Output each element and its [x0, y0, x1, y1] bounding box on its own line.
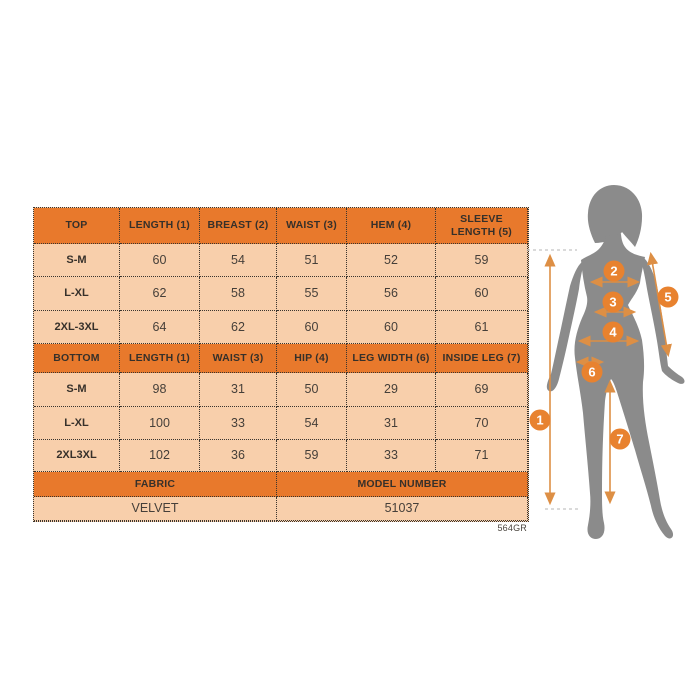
- top-value-cell: 51: [277, 244, 347, 277]
- bottom-table-header: INSIDE LEG (7): [436, 344, 528, 373]
- top-value-cell: 59: [436, 244, 528, 277]
- badge-6-number: 6: [588, 364, 596, 380]
- top-table-header: WAIST (3): [277, 208, 347, 244]
- bottom-value-cell: 54: [277, 407, 347, 440]
- model-number-header: MODEL NUMBER: [277, 472, 528, 497]
- bottom-value-cell: 98: [120, 373, 200, 407]
- bottom-value-cell: 102: [120, 440, 200, 472]
- top-size-label: S-M: [34, 244, 120, 277]
- top-size-label: 2XL-3XL: [34, 311, 120, 344]
- fabric-value: VELVET: [34, 497, 277, 521]
- female-silhouette-diagram: [525, 170, 700, 550]
- top-value-cell: 56: [347, 277, 436, 311]
- badge-4-number: 4: [609, 324, 617, 340]
- top-value-cell: 60: [436, 277, 528, 311]
- badge-2-number: 2: [610, 263, 618, 279]
- top-value-cell: 62: [200, 311, 277, 344]
- size-chart-table: [33, 207, 529, 522]
- model-number-value: 51037: [277, 497, 528, 521]
- top-value-cell: 55: [277, 277, 347, 311]
- bottom-value-cell: 100: [120, 407, 200, 440]
- measurement-figure: [525, 170, 700, 550]
- bottom-value-cell: 36: [200, 440, 277, 472]
- badge-7-number: 7: [616, 431, 624, 447]
- bottom-size-label: L-XL: [34, 407, 120, 440]
- top-value-cell: 64: [120, 311, 200, 344]
- top-table-header: HEM (4): [347, 208, 436, 244]
- top-value-cell: 60: [347, 311, 436, 344]
- bottom-value-cell: 59: [277, 440, 347, 472]
- top-table-header: TOP: [34, 208, 120, 244]
- bottom-value-cell: 71: [436, 440, 528, 472]
- top-table-header: SLEEVE LENGTH (5): [436, 208, 528, 244]
- top-value-cell: 60: [120, 244, 200, 277]
- bottom-value-cell: 33: [347, 440, 436, 472]
- top-table-header: BREAST (2): [200, 208, 277, 244]
- woman-silhouette: [547, 185, 685, 539]
- product-code: 564GR: [497, 523, 527, 533]
- badge-3-number: 3: [609, 294, 617, 310]
- bottom-value-cell: 29: [347, 373, 436, 407]
- bottom-size-label: S-M: [34, 373, 120, 407]
- bottom-table-header: LEG WIDTH (6): [347, 344, 436, 373]
- top-value-cell: 61: [436, 311, 528, 344]
- bottom-value-cell: 70: [436, 407, 528, 440]
- top-size-label: L-XL: [34, 277, 120, 311]
- bottom-value-cell: 31: [347, 407, 436, 440]
- bottom-size-label: 2XL3XL: [34, 440, 120, 472]
- bottom-table-header: WAIST (3): [200, 344, 277, 373]
- top-table-header: LENGTH (1): [120, 208, 200, 244]
- badge-1-number: 1: [536, 412, 544, 428]
- bottom-table-header: HIP (4): [277, 344, 347, 373]
- top-value-cell: 58: [200, 277, 277, 311]
- top-value-cell: 60: [277, 311, 347, 344]
- top-value-cell: 52: [347, 244, 436, 277]
- badge-5-number: 5: [664, 289, 672, 305]
- bottom-value-cell: 31: [200, 373, 277, 407]
- top-value-cell: 62: [120, 277, 200, 311]
- fabric-header: FABRIC: [34, 472, 277, 497]
- top-value-cell: 54: [200, 244, 277, 277]
- bottom-value-cell: 33: [200, 407, 277, 440]
- bottom-value-cell: 50: [277, 373, 347, 407]
- bottom-table-header: LENGTH (1): [120, 344, 200, 373]
- bottom-value-cell: 69: [436, 373, 528, 407]
- bottom-table-header: BOTTOM: [34, 344, 120, 373]
